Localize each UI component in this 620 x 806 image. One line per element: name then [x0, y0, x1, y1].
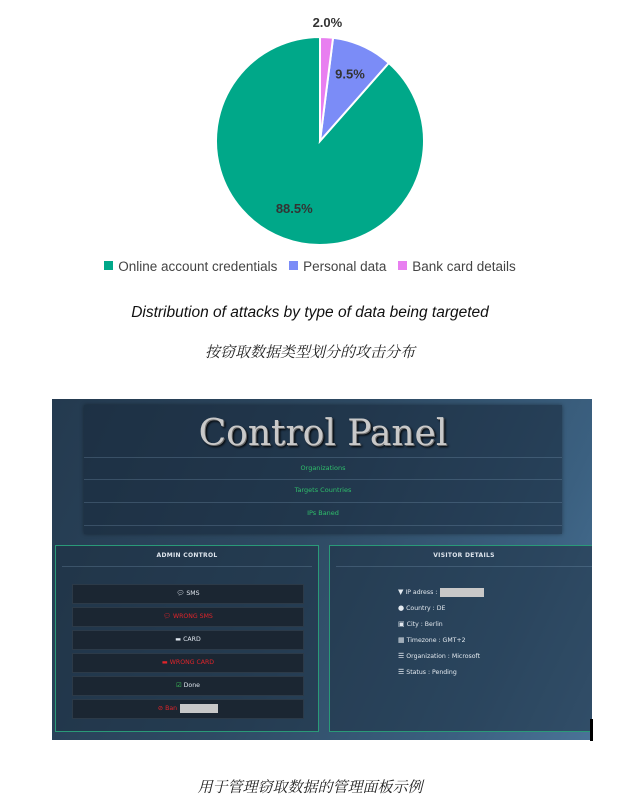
redacted-value — [180, 704, 218, 713]
credit-card-icon: ▬ — [175, 636, 182, 643]
image-border-fragment — [590, 719, 593, 741]
chart-legend — [0, 259, 620, 274]
wrong-sms-button[interactable]: 💬︎ WRONG SMS — [72, 607, 304, 627]
card-button[interactable]: ▬ CARD — [72, 630, 304, 650]
chat-bubble-icon: 💬︎ — [176, 590, 185, 597]
server-icon: ☰ — [398, 652, 405, 660]
menu-item-organizations[interactable]: Organizations — [84, 457, 562, 480]
visitor-city: ▣ City : Berlin — [398, 620, 443, 628]
pie-chart — [0, 0, 620, 290]
wrong-card-button[interactable]: ▬ WRONG CARD — [72, 653, 304, 673]
checkbox-icon: ☑ — [176, 682, 182, 689]
menu-item-ips-banned[interactable]: IPs Baned — [84, 502, 562, 525]
visitor-country: ● Country : DE — [398, 604, 446, 612]
server-icon: ☰ — [398, 668, 405, 676]
map-pin-icon: ▼ — [398, 588, 404, 596]
done-button[interactable]: ☑ Done — [72, 676, 304, 696]
control-panel-screenshot — [52, 399, 592, 740]
legend-swatch — [398, 261, 407, 270]
admin-control-panel — [55, 545, 319, 732]
legend-swatch — [104, 261, 113, 270]
menu-item-targets-countries[interactable]: Targets Countries — [84, 479, 562, 502]
legend-item-bank-card[interactable]: Bank card details — [398, 259, 516, 274]
globe-icon: ● — [398, 604, 405, 612]
panel-caption-chinese: 用于管理窃取数据的管理面板示例 — [197, 779, 423, 796]
legend-item-online-credentials[interactable]: Online account credentials — [104, 259, 277, 274]
visitor-details-list — [398, 587, 484, 683]
divider — [84, 525, 562, 527]
visitor-status: ☰ Status : Pending — [398, 668, 457, 676]
visitor-organization: ☰ Organization : Microsoft — [398, 652, 481, 660]
building-icon: ▣ — [398, 620, 405, 628]
calendar-icon: ▦ — [398, 636, 405, 644]
data-label: 88.5% — [275, 201, 313, 217]
sms-button[interactable]: 💬︎ SMS — [72, 584, 304, 604]
visitor-details-panel — [329, 545, 592, 732]
admin-control-heading: ADMIN CONTROL — [156, 552, 218, 559]
chart-caption-chinese: 按窃取数据类型划分的攻击分布 — [204, 344, 415, 361]
data-label: 2.0% — [312, 15, 343, 31]
chat-bubble-icon: 💬︎ — [163, 613, 171, 620]
control-panel-header — [84, 405, 562, 534]
control-panel-title: Control Panel — [198, 413, 448, 454]
ban-icon: ⊘ — [157, 705, 164, 712]
chart-caption-english: Distribution of attacks by type of data being targeted — [131, 304, 489, 321]
visitor-details-heading: VISITOR DETAILS — [433, 552, 495, 559]
legend-item-personal-data[interactable]: Personal data — [289, 259, 386, 274]
credit-card-icon: ▬ — [161, 659, 168, 666]
visitor-ip: ▼ IP adress : — [398, 587, 484, 603]
divider — [336, 566, 592, 567]
ban-button[interactable]: ⊘ Ban — [72, 699, 304, 719]
legend-swatch — [289, 261, 298, 270]
divider — [62, 566, 312, 567]
data-label: 9.5% — [335, 66, 365, 82]
visitor-timezone: ▦ Timezone : GMT+2 — [398, 636, 466, 644]
redacted-value — [440, 588, 484, 597]
